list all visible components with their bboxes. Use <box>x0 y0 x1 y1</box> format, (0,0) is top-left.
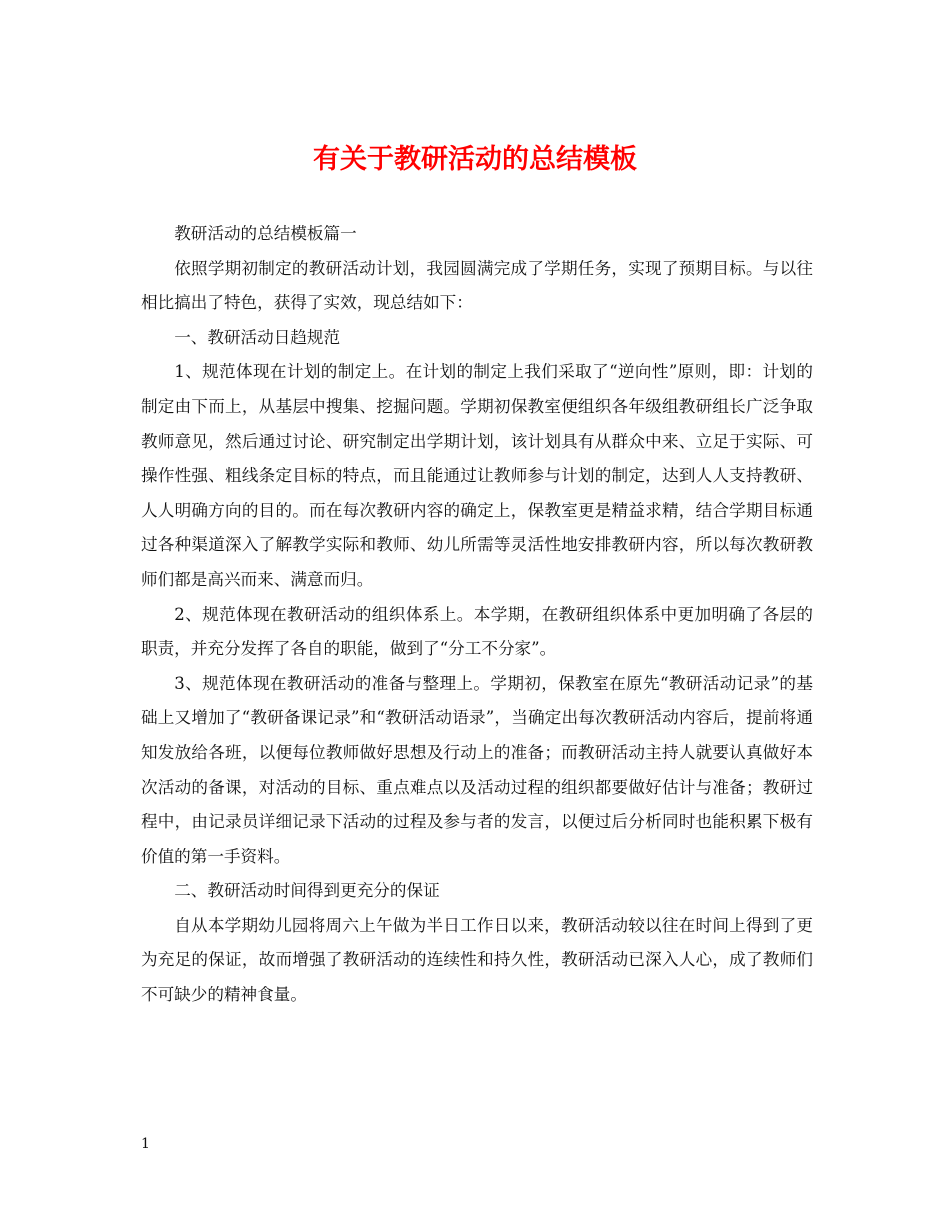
body-paragraph-item-3: 3、规范体现在教研活动的准备与整理上。学期初，保教室在原先“教研活动记录”的基础上又增加了“教研备课记录”和“教研活动语录”，当确定出每次教研活动内容后，提前将通知发放给各班，以便每位教师做好思想及行动上的准备；而教研活动主持人就要认真做好本次活动的备课，对活动的目标、重点难点以及活动过程的组织都要做好估计与准备；教研过程中，由记录员详细记录下活动的过程及参与者的发言，以便过后分析同时也能积累下极有价值的第一手资料。 <box>141 673 813 866</box>
page-number: 1 <box>141 1136 150 1152</box>
body-paragraph-item-2: 2、规范体现在教研活动的组织体系上。本学期，在教研组织体系中更加明确了各层的职责，并充分发挥了各自的职能，做到了“分工不分家”。 <box>141 604 813 659</box>
section-heading-one: 一、教研活动日趋规范 <box>174 327 341 347</box>
body-paragraph-intro: 依照学期初制定的教研活动计划，我园圆满完成了学期任务，实现了预期目标。与以往相比搞出了特色，获得了实效，现总结如下： <box>141 258 813 313</box>
document-body <box>141 217 813 1013</box>
body-paragraph-time: 自从本学期幼儿园将周六上午做为半日工作日以来，教研活动较以往在时间上得到了更为充足的保证，故而增强了教研活动的连续性和持久性，教研活动已深入人心，成了教师们不可缺少的精神食量。 <box>141 915 813 1005</box>
section-heading-two: 二、教研活动时间得到更充分的保证 <box>174 881 440 901</box>
section-heading-article-one: 教研活动的总结模板篇一 <box>174 224 357 243</box>
body-paragraph-item-1: 1、规范体现在计划的制定上。在计划的制定上我们采取了“逆向性”原则，即：计划的制定由下而上，从基层中搜集、挖掘问题。学期初保教室便组织各年级组教研组长广泛争取教师意见，然后通过讨论、研究制定出学期计划，该计划具有从群众中来、立足于实际、可操作性强、粗线条定目标的特点，而且能通过让教师参与计划的制定，达到人人支持教研、人人明确方向的目的。而在每次教研内容的确定上，保教室更是精益求精，结合学期目标通过各种渠道深入了解教学实际和教师、幼儿所需等灵活性地安排教研内容，所以每次教研教师们都是高兴而来、满意而归。 <box>141 362 813 589</box>
document-title: 有关于教研活动的总结模板 <box>313 144 637 175</box>
